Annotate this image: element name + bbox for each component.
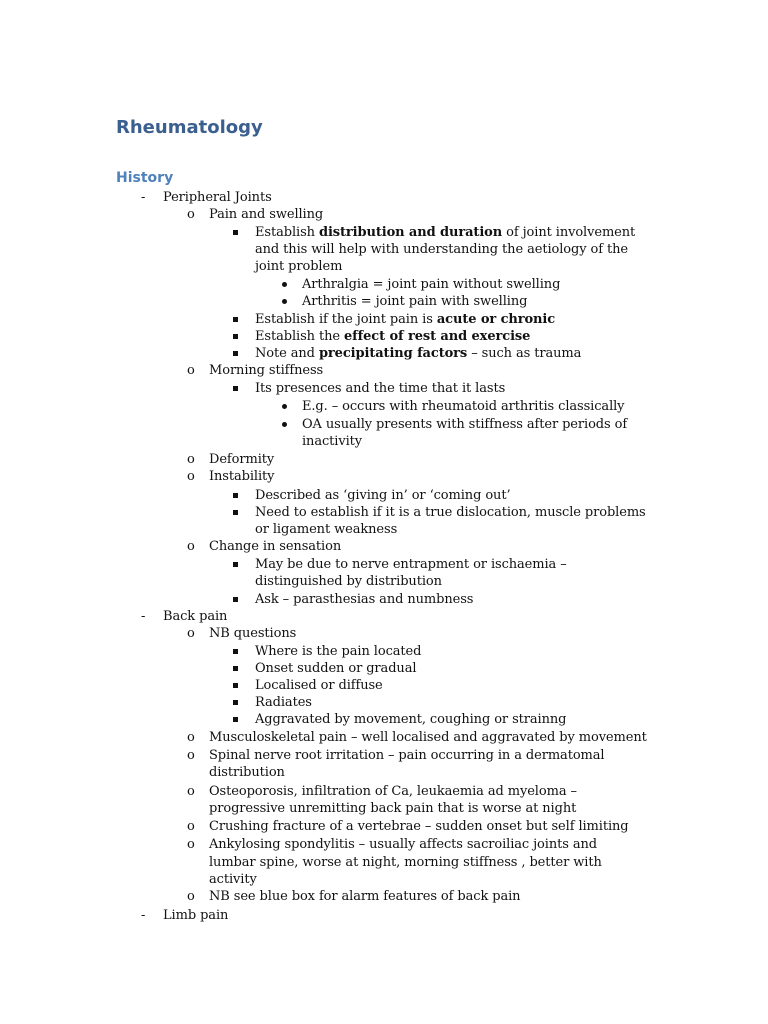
list-item-eg: E.g. – occurs with rheumatoid arthritis classically (302, 399, 625, 414)
list-item-arthralgia: Arthralgia = joint pain without swelling (302, 277, 561, 292)
list-item-back-pain: Back pain (163, 609, 228, 624)
list-item-continuation: inactivity (302, 434, 363, 449)
list-item-onset: Onset sudden or gradual (255, 661, 417, 676)
list-item-nb-blue-box: NB see blue box for alarm features of back pain (209, 889, 521, 904)
list-item-localised: Localised or diffuse (255, 678, 383, 693)
list-item-morning-stiffness: Morning stiffness (209, 363, 324, 378)
list-item-spinal-nerve: Spinal nerve root irritation – pain occurring in a dermatomal (209, 748, 605, 763)
square-bullet (233, 717, 238, 722)
list-item-osteoporosis: Osteoporosis, infiltration of Ca, leukaemia ad myeloma – (209, 784, 577, 799)
list-item-acute-chronic: Establish if the joint pain is acute or chronic (255, 312, 556, 327)
square-bullet (233, 386, 238, 391)
list-item-nb-questions: NB questions (209, 626, 297, 641)
list-item-oa: OA usually presents with stiffness after periods of (302, 417, 628, 432)
list-item-radiates: Radiates (255, 695, 312, 710)
list-item-pain-swelling: Pain and swelling (209, 207, 324, 222)
list-item-peripheral-joints: Peripheral Joints (163, 190, 272, 205)
list-item-deformity: Deformity (209, 452, 275, 467)
circle-bullet: o (187, 889, 195, 904)
square-bullet (233, 666, 238, 671)
circle-bullet: o (187, 207, 195, 222)
list-item-continuation: distribution (209, 765, 285, 780)
list-item-continuation: or ligament weakness (255, 522, 398, 537)
section-heading-history: History (116, 170, 174, 186)
circle-bullet: o (187, 363, 195, 378)
list-item-crushing-fracture: Crushing fracture of a vertebrae – sudden onset but self limiting (209, 819, 629, 834)
round-bullet (282, 422, 287, 427)
list-item-where: Where is the pain located (255, 644, 422, 659)
circle-bullet: o (187, 748, 195, 763)
square-bullet (233, 230, 238, 235)
round-bullet (282, 404, 287, 409)
list-item-continuation: activity (209, 872, 257, 887)
list-item-limb-pain: Limb pain (163, 908, 229, 923)
square-bullet (233, 510, 238, 515)
square-bullet (233, 700, 238, 705)
list-item-change-sensation: Change in sensation (209, 539, 342, 554)
square-bullet (233, 562, 238, 567)
list-item-establish-distribution: Establish distribution and duration of joint involvement (255, 225, 636, 240)
square-bullet (233, 597, 238, 602)
list-item-aggravated: Aggravated by movement, coughing or strainng (255, 712, 567, 727)
square-bullet (233, 334, 238, 339)
round-bullet (282, 282, 287, 287)
circle-bullet: o (187, 784, 195, 799)
circle-bullet: o (187, 730, 195, 745)
list-item-continuation: joint problem (255, 259, 343, 274)
circle-bullet: o (187, 452, 195, 467)
list-item-continuation: and this will help with understanding the aetiology of the (255, 242, 628, 257)
document-title: Rheumatology (116, 117, 263, 138)
list-item-continuation: progressive unremitting back pain that is worse at night (209, 801, 577, 816)
list-item-described: Described as ‘giving in’ or ‘coming out’ (255, 488, 511, 503)
square-bullet (233, 493, 238, 498)
list-item-instability: Instability (209, 469, 275, 484)
dash-bullet: - (141, 609, 146, 624)
list-item-ask: Ask – parasthesias and numbness (255, 592, 474, 607)
circle-bullet: o (187, 539, 195, 554)
list-item-precipitating-factors: Note and precipitating factors – such as trauma (255, 346, 582, 361)
circle-bullet: o (187, 837, 195, 852)
square-bullet (233, 351, 238, 356)
list-item-continuation: distinguished by distribution (255, 574, 442, 589)
square-bullet (233, 649, 238, 654)
circle-bullet: o (187, 626, 195, 641)
circle-bullet: o (187, 819, 195, 834)
square-bullet (233, 683, 238, 688)
list-item-ankylosing: Ankylosing spondylitis – usually affects sacroiliac joints and (209, 837, 597, 852)
list-item-presences: Its presences and the time that it lasts (255, 381, 506, 396)
circle-bullet: o (187, 469, 195, 484)
dash-bullet: - (141, 908, 146, 923)
dash-bullet: - (141, 190, 146, 205)
square-bullet (233, 317, 238, 322)
list-item-need-establish: Need to establish if it is a true dislocation, muscle problems (255, 505, 646, 520)
list-item-continuation: lumbar spine, worse at night, morning stiffness , better with (209, 855, 602, 870)
list-item-rest-exercise: Establish the effect of rest and exercise (255, 329, 531, 344)
list-item-arthritis: Arthritis = joint pain with swelling (302, 294, 528, 309)
list-item-musculoskeletal: Musculoskeletal pain – well localised and aggravated by movement (209, 730, 647, 745)
list-item-nerve-entrapment: May be due to nerve entrapment or ischaemia – (255, 557, 567, 572)
round-bullet (282, 299, 287, 304)
